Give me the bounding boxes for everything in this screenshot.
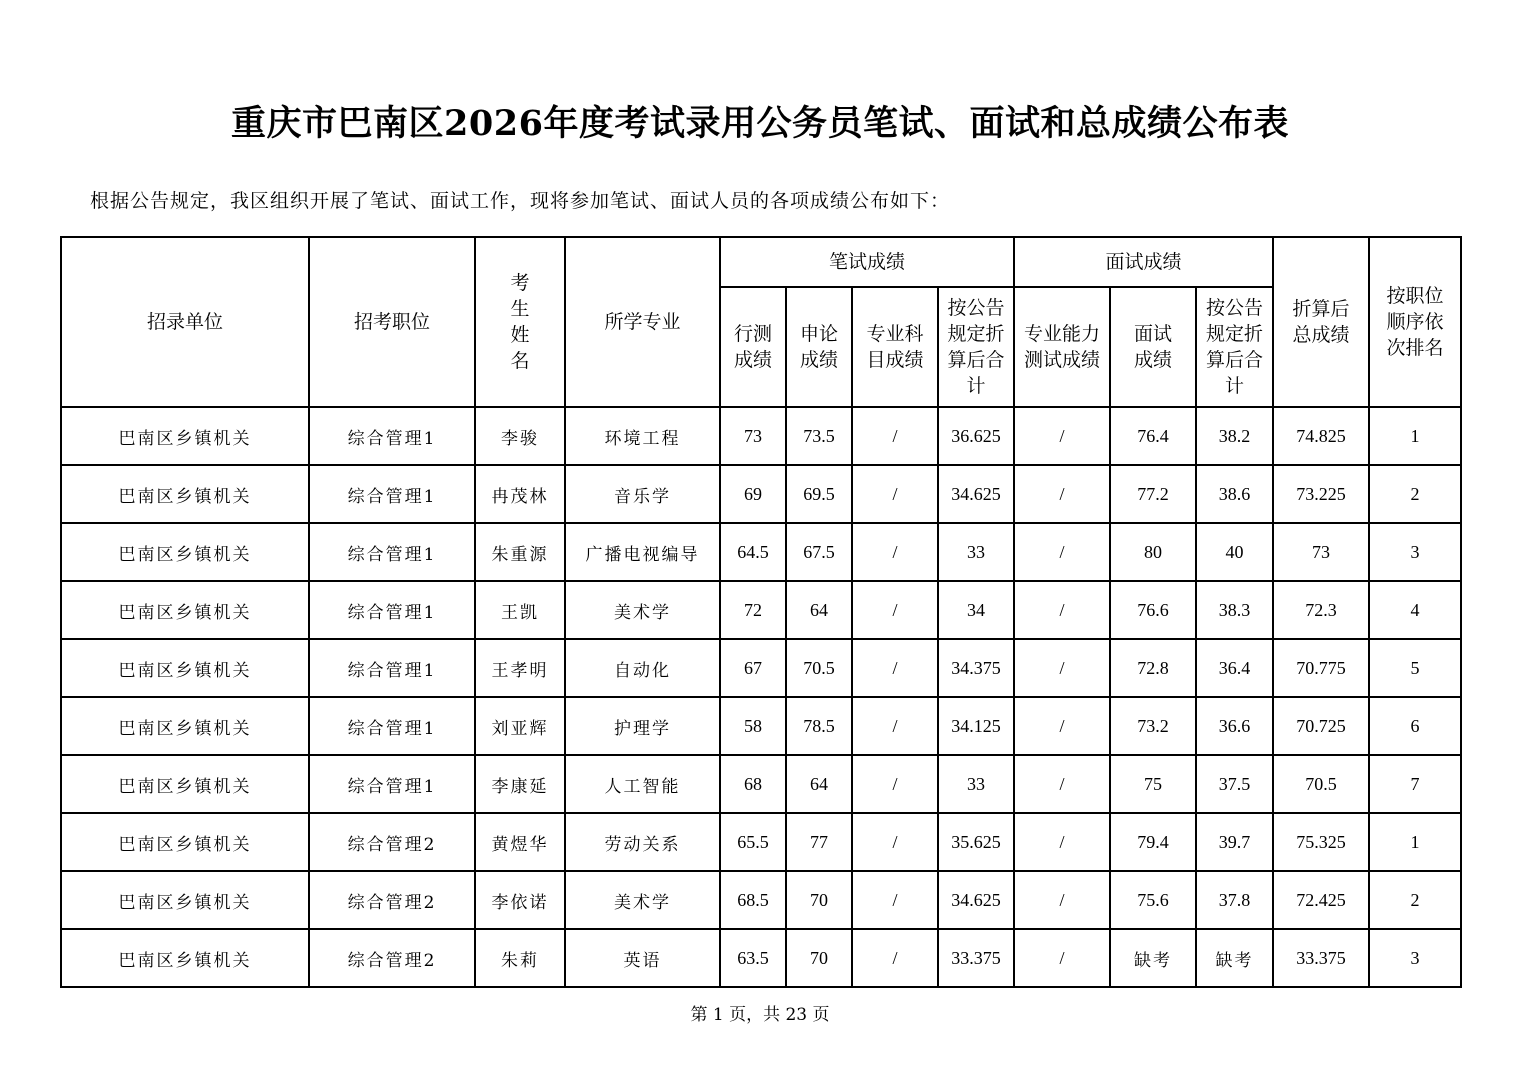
cell-final-total: 70.5 (1273, 755, 1369, 813)
cell-final-total: 33.375 (1273, 929, 1369, 987)
header-final-total: 折算后总成绩 (1273, 237, 1369, 407)
cell-written-total: 33.375 (938, 929, 1014, 987)
cell-interview: 76.4 (1110, 407, 1196, 465)
header-written-total: 按公告规定折算后合计 (938, 287, 1014, 407)
cell-xingce: 64.5 (720, 523, 786, 581)
cell-unit: 巴南区乡镇机关 (61, 523, 309, 581)
cell-unit: 巴南区乡镇机关 (61, 813, 309, 871)
cell-ability: / (1014, 639, 1110, 697)
cell-ability: / (1014, 581, 1110, 639)
cell-rank: 5 (1369, 639, 1461, 697)
cell-rank: 4 (1369, 581, 1461, 639)
cell-name: 李康延 (475, 755, 565, 813)
cell-xingce: 68 (720, 755, 786, 813)
cell-ability: / (1014, 755, 1110, 813)
cell-xingce: 68.5 (720, 871, 786, 929)
cell-ability: / (1014, 813, 1110, 871)
cell-rank: 3 (1369, 929, 1461, 987)
cell-rank: 6 (1369, 697, 1461, 755)
cell-unit: 巴南区乡镇机关 (61, 639, 309, 697)
cell-position: 综合管理2 (309, 871, 475, 929)
cell-shenlun: 77 (786, 813, 852, 871)
cell-name: 王凯 (475, 581, 565, 639)
cell-unit: 巴南区乡镇机关 (61, 697, 309, 755)
table-row (61, 465, 1461, 523)
cell-written-total: 36.625 (938, 407, 1014, 465)
cell-interview: 缺考 (1110, 929, 1196, 987)
cell-major: 美术学 (565, 871, 720, 929)
cell-interview: 72.8 (1110, 639, 1196, 697)
cell-interview-total: 38.3 (1196, 581, 1273, 639)
cell-interview-total: 36.4 (1196, 639, 1273, 697)
cell-interview-total: 37.8 (1196, 871, 1273, 929)
cell-interview: 76.6 (1110, 581, 1196, 639)
cell-name: 李依诺 (475, 871, 565, 929)
table-row (61, 639, 1461, 697)
cell-written-total: 35.625 (938, 813, 1014, 871)
cell-final-total: 75.325 (1273, 813, 1369, 871)
cell-professional: / (852, 755, 938, 813)
cell-position: 综合管理1 (309, 523, 475, 581)
cell-shenlun: 64 (786, 755, 852, 813)
cell-shenlun: 67.5 (786, 523, 852, 581)
cell-professional: / (852, 407, 938, 465)
cell-major: 人工智能 (565, 755, 720, 813)
cell-ability: / (1014, 465, 1110, 523)
cell-xingce: 72 (720, 581, 786, 639)
cell-major: 护理学 (565, 697, 720, 755)
cell-position: 综合管理1 (309, 697, 475, 755)
header-interview-group: 面试成绩 (1014, 237, 1273, 287)
cell-shenlun: 70.5 (786, 639, 852, 697)
cell-shenlun: 70 (786, 929, 852, 987)
cell-xingce: 63.5 (720, 929, 786, 987)
table-row (61, 813, 1461, 871)
cell-professional: / (852, 697, 938, 755)
cell-final-total: 73 (1273, 523, 1369, 581)
table-row (61, 523, 1461, 581)
cell-xingce: 69 (720, 465, 786, 523)
cell-xingce: 65.5 (720, 813, 786, 871)
cell-major: 英语 (565, 929, 720, 987)
cell-interview-total: 37.5 (1196, 755, 1273, 813)
cell-name: 王孝明 (475, 639, 565, 697)
cell-interview: 77.2 (1110, 465, 1196, 523)
cell-professional: / (852, 871, 938, 929)
cell-name: 李骏 (475, 407, 565, 465)
cell-written-total: 33 (938, 755, 1014, 813)
cell-professional: / (852, 929, 938, 987)
cell-name: 朱莉 (475, 929, 565, 987)
cell-ability: / (1014, 871, 1110, 929)
cell-position: 综合管理1 (309, 407, 475, 465)
table-row (61, 755, 1461, 813)
cell-major: 环境工程 (565, 407, 720, 465)
cell-rank: 2 (1369, 871, 1461, 929)
cell-shenlun: 70 (786, 871, 852, 929)
cell-name: 冉茂林 (475, 465, 565, 523)
cell-written-total: 34.125 (938, 697, 1014, 755)
cell-professional: / (852, 813, 938, 871)
cell-rank: 1 (1369, 407, 1461, 465)
cell-name: 朱重源 (475, 523, 565, 581)
scores-table (60, 236, 1462, 988)
cell-position: 综合管理2 (309, 813, 475, 871)
cell-shenlun: 69.5 (786, 465, 852, 523)
cell-position: 综合管理1 (309, 465, 475, 523)
cell-name: 黄煜华 (475, 813, 565, 871)
cell-professional: / (852, 581, 938, 639)
cell-position: 综合管理1 (309, 639, 475, 697)
header-interview-total: 按公告规定折算后合计 (1196, 287, 1273, 407)
cell-ability: / (1014, 407, 1110, 465)
header-interview: 面试成绩 (1110, 287, 1196, 407)
header-written-group: 笔试成绩 (720, 237, 1014, 287)
cell-final-total: 73.225 (1273, 465, 1369, 523)
cell-xingce: 73 (720, 407, 786, 465)
cell-shenlun: 64 (786, 581, 852, 639)
cell-position: 综合管理2 (309, 929, 475, 987)
cell-interview: 73.2 (1110, 697, 1196, 755)
cell-ability: / (1014, 929, 1110, 987)
cell-major: 美术学 (565, 581, 720, 639)
cell-interview: 79.4 (1110, 813, 1196, 871)
table-row (61, 929, 1461, 987)
intro-text: 根据公告规定，我区组织开展了笔试、面试工作，现将参加笔试、面试人员的各项成绩公布如下： (90, 190, 951, 212)
header-shenlun: 申论成绩 (786, 287, 852, 407)
cell-xingce: 58 (720, 697, 786, 755)
table-row (61, 407, 1461, 465)
cell-interview-total: 38.6 (1196, 465, 1273, 523)
cell-interview: 80 (1110, 523, 1196, 581)
cell-position: 综合管理1 (309, 755, 475, 813)
cell-written-total: 34 (938, 581, 1014, 639)
cell-interview-total: 缺考 (1196, 929, 1273, 987)
header-major: 所学专业 (565, 237, 720, 407)
header-unit: 招录单位 (61, 237, 309, 407)
cell-unit: 巴南区乡镇机关 (61, 871, 309, 929)
cell-ability: / (1014, 697, 1110, 755)
cell-unit: 巴南区乡镇机关 (61, 929, 309, 987)
header-position: 招考职位 (309, 237, 475, 407)
cell-written-total: 33 (938, 523, 1014, 581)
cell-major: 广播电视编导 (565, 523, 720, 581)
cell-rank: 3 (1369, 523, 1461, 581)
cell-professional: / (852, 465, 938, 523)
table-row (61, 697, 1461, 755)
cell-xingce: 67 (720, 639, 786, 697)
cell-unit: 巴南区乡镇机关 (61, 581, 309, 639)
cell-rank: 2 (1369, 465, 1461, 523)
table-row (61, 871, 1461, 929)
cell-final-total: 74.825 (1273, 407, 1369, 465)
page-title: 重庆市巴南区2026年度考试录用公务员笔试、面试和总成绩公布表 (231, 103, 1289, 144)
cell-written-total: 34.625 (938, 465, 1014, 523)
table-row (61, 581, 1461, 639)
header-xingce: 行测成绩 (720, 287, 786, 407)
cell-final-total: 72.425 (1273, 871, 1369, 929)
cell-unit: 巴南区乡镇机关 (61, 407, 309, 465)
cell-professional: / (852, 639, 938, 697)
cell-final-total: 70.725 (1273, 697, 1369, 755)
header-professional: 专业科目成绩 (852, 287, 938, 407)
cell-name: 刘亚辉 (475, 697, 565, 755)
cell-ability: / (1014, 523, 1110, 581)
cell-shenlun: 73.5 (786, 407, 852, 465)
cell-unit: 巴南区乡镇机关 (61, 465, 309, 523)
page-footer: 第 1 页，共 23 页 (690, 1005, 830, 1025)
cell-major: 劳动关系 (565, 813, 720, 871)
cell-position: 综合管理1 (309, 581, 475, 639)
cell-shenlun: 78.5 (786, 697, 852, 755)
cell-major: 自动化 (565, 639, 720, 697)
cell-written-total: 34.625 (938, 871, 1014, 929)
cell-major: 音乐学 (565, 465, 720, 523)
cell-unit: 巴南区乡镇机关 (61, 755, 309, 813)
cell-rank: 1 (1369, 813, 1461, 871)
cell-professional: / (852, 523, 938, 581)
cell-interview: 75 (1110, 755, 1196, 813)
cell-final-total: 70.775 (1273, 639, 1369, 697)
cell-interview-total: 39.7 (1196, 813, 1273, 871)
cell-final-total: 72.3 (1273, 581, 1369, 639)
cell-rank: 7 (1369, 755, 1461, 813)
cell-interview-total: 40 (1196, 523, 1273, 581)
header-ability: 专业能力测试成绩 (1014, 287, 1110, 407)
header-rank: 按职位顺序依次排名 (1369, 237, 1461, 407)
cell-interview: 75.6 (1110, 871, 1196, 929)
cell-interview-total: 38.2 (1196, 407, 1273, 465)
cell-interview-total: 36.6 (1196, 697, 1273, 755)
cell-written-total: 34.375 (938, 639, 1014, 697)
header-name: 考生姓名 (475, 237, 565, 407)
